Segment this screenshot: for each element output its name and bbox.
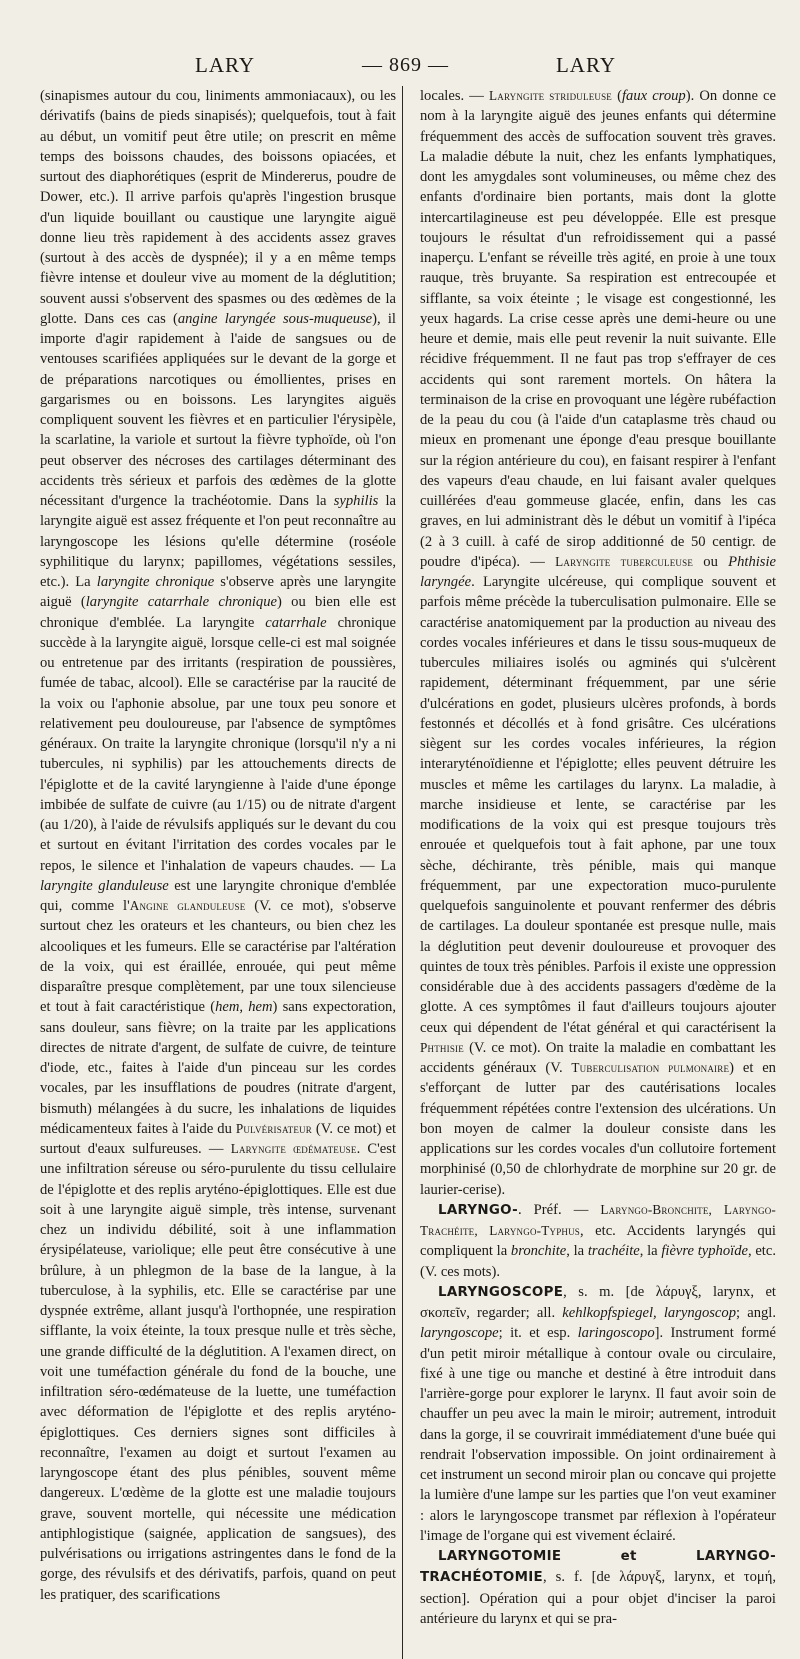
left-column-paragraph [40, 86, 396, 1605]
text-run: ). On donne ce nom à la laryngite aiguë des jeunes enfants qui détermine fréquemment des accès de suffocation souvent très graves. La maladie débute la nuit, chez les enfants lymphatiques, dont les amygdales sont volumineuses, ou même chez des enfants d'ordinaire bien portants, mais dont la glotte intercartilagineuse est peu développée. Elle est presque toujours le résultat d'un refroidissement qui a passé inaperçu. L'enfant se réveille très agité, en proie à une toux rauque, très bruyante. Sa respiration est entrecoupée et sifflante, sa voix éteinte ; le visage est congestionné, les yeux hagards. La crise cesse après une demi-heure ou une heure et demie, mais elle peut revenir la nuit suivante. Elle récidive fréquemment. Il ne faut pas trop s'effrayer de ces accidents qui sont rarement mortels. On hâtera la terminaison de la crise en provoquant une légère rubéfaction de la peau du cou (à l'aide d'un cataplasme très chaud ou mieux en promenant une éponge d'eau presque bouillante sur la région antérieure du cou), en faisant respirer à l'enfant des vapeurs d'eau chaude, en lui faisant avaler quelques cuillérées d'eau gommeuse glacée, enfin, dans les cas graves, en lui administrant dès le début un vomitif à l'ipéca (2 à 3 cuill. à café de sirop additionné de 50 centigr. de poudre d'ipéca). — [420, 88, 776, 570]
page-number: — 869 — [362, 53, 449, 76]
text-run: . Préf. — [517, 1201, 601, 1218]
entry-laryngoscope-body [420, 1284, 776, 1544]
text-run: est une laryngite chronique d'emblée qui, comme l' [40, 877, 396, 914]
italic-term: fièvre typhoïde [661, 1243, 748, 1260]
text-run: chronique succède à la laryngite aiguë, lorsque celle-ci est mal soignée ou entretenue par des irritants (respiration de poussières, fumée de tabac, alcool). Elle se caractérise par la raucité de la voix ou l'aphonie absolue, par une toux peu sonore et relativement peu douloureuse, par l'absence de symptômes généraux. On traite la laryngite chronique (lorsqu'il n'y a ni tubercules, ni syphilis) par les attouchements directs de l'épiglotte et de la cavité laryngienne à l'aide d'une éponge imbibée de sulfate de cuivre (au 1/15) ou de nitrate d'argent (au 1/20), à l'aide de révulsifs appliqués sur le devant du cou et surtout en évitant l'irritation des cordes vocales par le repos, le silence et l'inhalation de vapeurs chaudes. — La [40, 614, 396, 874]
italic-term: angine laryngée sous-muqueuse [177, 310, 373, 327]
text-run: . Laryngite ulcéreuse, qui complique souvent et parfois même précède la tuberculisation pulmonaire. Elle se caractérise anatomiquement par la production au niveau des cordes vocales inférieures et dans le tissu sous-muqueux de tubercules miliaires isolés ou agminés qui s'ulcèrent rapidement, déterminant fréquemment, par une série d'ulcérations en godet, plusieurs ulcères profonds, à bords festonnés et décollés et à fond grisâtre. Ces ulcérations siègent sur les cordes vocales inférieures, la région interaryténoïdienne et l'épiglotte; elles peuvent détruire les muscles et même les cartilages du larynx. La maladie, à marche insidieuse et lente, se caractérise par les modifications de la voix qui est presque toujours très enrouée et quelquefois tout à fait aphone, par une toux sèche, déchirante, très pénible, mais qui manque fréquemment, par une expectoration muco-purulente quelquefois sanguinolente et pouvant renfermer des débris de cartilages. La douleur spontanée est presque nulle, mais la déglutition peut devenir douloureuse et provoquer des quintes de toux très pénibles. Parfois il existe une oppression considérable due à des accidents passagers d'œdème de la glotte. A ces symptômes il faut d'ailleurs toujours ajouter ceux qui dépendent de l'état général et qui caractérisent la [420, 574, 776, 1036]
text-run: s'observe après une laryngite aiguë ( [40, 574, 396, 611]
text-run: , la [566, 1243, 588, 1260]
italic-term: faux croup [621, 88, 686, 104]
entry-laryngotomie [420, 1546, 776, 1629]
italic-term: laryngoscope [420, 1325, 499, 1342]
entry-laryngoscope [420, 1282, 776, 1546]
italic-term: syphilis [333, 493, 379, 509]
header-left-word: LARY [195, 52, 256, 77]
italic-term: laringoscopo [577, 1325, 655, 1342]
text-run: , etc. (V. ces mots). [420, 1243, 776, 1280]
right-column [420, 86, 776, 1629]
striduleuse-paragraph [420, 86, 776, 1200]
cross-reference: Phthisie [420, 1039, 464, 1055]
text-run: ]. Instrument formé d'un petit miroir métallique à contour ovale ou circulaire, fixé à une tige ou manche et destiné à être introduit dans l'arrière-gorge pour explorer le larynx. Il faut avoir soin de chauffer un peu avec la main le miroir; autrement, introduit dans la gorge, il se couvrirait immédiatement d'une buée qui rendrait l'observation impossible. On joint ordinairement à cet instrument un second miroir plan ou concave qui projette la lumière d'une lampe sur les parties que l'on veut examiner : alors le laryngoscope transmet par réflexion à l'opérateur l'image de l'organe qui est vivement éclairé. [420, 1325, 776, 1544]
headword-laryngotomie: LARYNGOTOMIE et LARYNGO-TRACHÉOTOMIE [420, 1549, 776, 1586]
text-run: (V. ce mot) et surtout d'eaux sulfureuses. — [40, 1120, 396, 1157]
headword-laryngo: LARYNGO- [438, 1202, 518, 1218]
text-run: ; angl. [736, 1305, 776, 1321]
text-run: (V. ce mot). On traite la maladie en combattant les accidents généraux (V. [420, 1039, 776, 1076]
italic-term: laryngite catarrhale chronique [85, 594, 277, 611]
text-run: ( [612, 88, 622, 104]
text-run: la laryngite aiguë est assez fréquente et l'on peut reconnaître au laryngoscope les lésions qu'elle détermine (roséole syphilitique du larynx; papillomes, végétations sessiles, etc.). La [40, 493, 396, 590]
italic-term: hem, hem [215, 999, 273, 1016]
column-divider [402, 86, 403, 1659]
text-run: locales. — [420, 88, 489, 104]
cross-reference: Angine glanduleuse [129, 898, 246, 913]
italic-term: trachéite [587, 1243, 640, 1260]
cross-reference: Tuberculisation pulmonaire [571, 1060, 730, 1075]
text-columns [40, 86, 776, 1629]
text-run: (sinapismes autour du cou, liniments ammoniacaux), ou les dérivatifs (bains de pieds sinapisés); quelquefois, tout à fait au début, un vomitif peut être utile; on prescrit en même temps des boissons chaudes, des boissons opiacées, et surtout des diaphorétiques (esprit de Mindererus, poudre de Dower, etc.). Il arrive parfois qu'après l'ingestion brusque d'un liquide bouillant ou caustique une laryngite aiguë donne lieu très rapidement à des accidents assez graves (surtout à des accès de dyspnée); il y a en même temps fièvre intense et douleur vive au moment de la déglutition; souvent aussi s'observent des spasmes ou des œdèmes de la glotte. Dans ces cas ( [40, 88, 396, 327]
cross-reference: Laryngite tuberculeuse [555, 553, 694, 569]
text-run: , la [639, 1243, 662, 1260]
left-column [40, 86, 396, 1629]
entry-laryngo [420, 1200, 776, 1282]
text-run: ) et en s'efforçant de lutter par des cautérisations locales fréquemment répétées contre l'extension des ulcérations. Un bon moyen de calmer la douleur consiste dans les applications sur les cordes vocales d'un collutoire fortement morphinisé (0,50 de chlorhydrate de morphine sur 20 gr. de laurier-cerise). [420, 1060, 776, 1198]
headword-laryngoscope: LARYNGOSCOPE [438, 1284, 564, 1300]
cross-reference: Laryngo-Bronchite, Laryngo-Trachéite, Laryngo-Typhus [420, 1201, 776, 1238]
text-run: ) sans expectoration, sans douleur, sans fièvre; on la traite par les applications directes de nitrate d'argent, de sulfate de cuivre, de teinture d'iode, etc., faites à l'aide d'un pinceau sur les cordes vocales, par les insufflations de poudres (nitrate d'argent, bismuth) mélangées à du sucre, les inhalations de liquides médicamenteux faites à l'aide du [40, 999, 396, 1137]
italic-term: catarrhale [265, 614, 327, 631]
text-run: (V. ce mot), s'observe surtout chez les orateurs et les chanteurs, ou bien chez les alcooliques et les fumeurs. Elle se caractérise par l'altération de la voix, qui est éraillée, enrouée, qui peut même disparaître presque complètement, par une toux silencieuse et tout à fait caractéristique ( [40, 898, 396, 1016]
cross-reference: Laryngite œdémateuse [230, 1141, 357, 1156]
italic-term: kehlkopfspiegel, laryngoscop [562, 1305, 736, 1321]
text-run: ), il importe d'agir rapidement à l'aide de sangsues ou de ventouses scarifiées appliquées sur le devant de la gorge et de préparations narcotiques ou émollientes, prises en gargarismes ou en boissons. Les laryngites aiguës compliquent souvent les fièvres et en particulier l'érysipèle, la scarlatine, la variole et surtout la fièvre typhoïde, où l'on peut observer des nécroses des cartilages déterminant des accidents très sérieux et parfois des œdèmes de la glotte nécessitant d'urgence la trachéotomie. Dans la [40, 310, 396, 509]
text-run: ) ou bien elle est chronique d'emblée. La laryngite [40, 594, 396, 631]
italic-term: laryngite chronique [96, 574, 215, 590]
italic-term: Phthisie laryngée [420, 553, 776, 590]
text-run: ou [693, 553, 729, 570]
text-run: , s. m. [de λάρυγξ, larynx, et σκοπεῖν, regarder; all. [420, 1283, 776, 1321]
header-right-word: LARY [555, 52, 616, 77]
cross-reference: Laryngite striduleuse [488, 88, 612, 103]
text-run: . C'est une infiltration séreuse ou séro-purulente du tissu cellulaire de l'épiglotte et des replis aryténo-épiglottiques. Elle est due soit à une laryngite aiguë simple, très intense, survenant chez un individu débilité, soit à une inflammation érysipélateuse, variolique; elle peut être consécutive à une brûlure, à un phlegmon de la base de la langue, à la tuberculose, à la syphilis, etc. Elle se caractérise par une dyspnée extrême, allant jusqu'à l'orthopnée, une respiration sifflante, la voix éteinte, la toux presque nulle et très sèche, une grande difficulté de la déglutition. A l'examen direct, on voit une tuméfaction générale du fond de la bouche, une infiltration séro-œdémateuse de la luette, une tuméfaction avec déformation de l'épiglotte et des replis aryténo-épiglottiques. Ces derniers signes sont difficiles à reconnaître, l'examen au doigt et surtout l'examen au laryngoscope étant des plus pénibles, souvent même dangereux. L'œdème de la glotte est une maladie toujours grave, souvent mortelle, qui nécessite une médication antiphlogistique (saignée, application de sangsues), des pulvérisations ou irrigations astringentes dans le fond de la gorge, des révulsifs et des dérivatifs, parfois, quand on peut les pratiquer, des scarifications [40, 1141, 396, 1603]
cross-reference: Pulvérisateur [235, 1120, 312, 1136]
italic-term: laryngite glanduleuse [40, 877, 169, 894]
running-header [40, 48, 766, 82]
text-run: , etc. Accidents laryngés qui compliquent la [420, 1223, 776, 1260]
italic-term: bronchite [510, 1243, 567, 1260]
text-run: , s. f. [de λάρυγξ, larynx, et τομή, section]. Opération qui a pour objet d'inciser la paroi antérieure du larynx et qui se pra- [420, 1569, 776, 1627]
text-run: ; it. et esp. [498, 1325, 578, 1342]
